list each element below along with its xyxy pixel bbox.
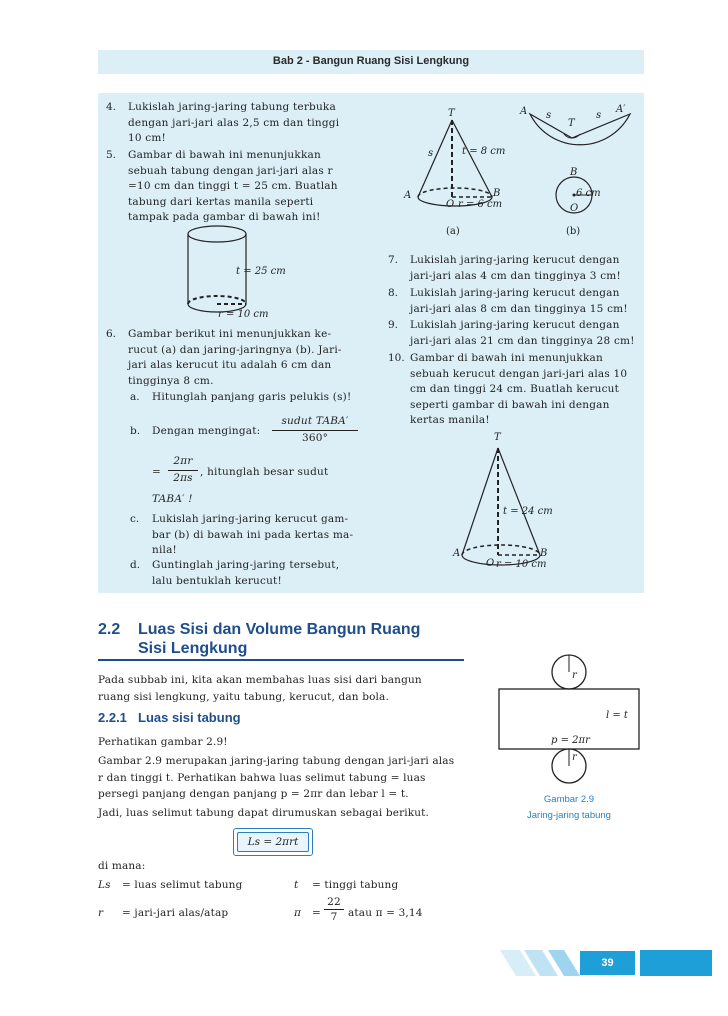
- net-b-A: A: [520, 106, 528, 117]
- q10-cone-O: O: [486, 558, 495, 569]
- cone-a-radius: r = 6 cm: [458, 199, 503, 210]
- q4-number: 4.: [106, 101, 117, 113]
- def-t-text: = tinggi tabung: [312, 879, 399, 891]
- q4-text: Lukislah jaring-jaring tabung terbuka dengan jari-jari alas 2,5 cm dan tinggi 10 cm!: [128, 101, 340, 145]
- q5-number: 5.: [106, 149, 117, 161]
- cone-a-A: A: [404, 190, 412, 201]
- fig29-r-bottom: r: [572, 752, 577, 763]
- q7-number: 7.: [388, 254, 399, 266]
- q6b-equals: =: [152, 466, 161, 478]
- def-ls-symbol: Ls: [98, 879, 111, 891]
- q6a-text: Hitunglah panjang garis pelukis (s)!: [152, 391, 352, 403]
- def-pi-symbol: π: [294, 907, 302, 919]
- para-2: Gambar 2.9 merupakan jaring-jaring tabung dengan jari-jari alas r dan tinggi t. Perhatikan bahwa luas selimut tabung = luas persegi panjang dengan panjang p = 2πr dan lebar l = t.: [98, 755, 455, 800]
- section-title-line2: Sisi Lengkung: [138, 640, 248, 657]
- formula-ls: Ls = 2πrt: [237, 832, 309, 852]
- section-number: 2.2: [98, 621, 121, 638]
- net-b-Aprime: A′: [616, 104, 626, 115]
- cylinder-radius-label: r = 10 cm: [218, 309, 269, 320]
- q6c-text: Lukislah jaring-jaring kerucut gam- bar (b) di bawah ini pada kertas ma- nila!: [152, 513, 354, 557]
- net-b-T: T: [568, 118, 575, 129]
- q9-text: Lukislah jaring-jaring kerucut dengan jari-jari alas 21 cm dan tingginya 28 cm!: [410, 319, 635, 347]
- net-b-s2: s: [596, 110, 602, 121]
- q6b-letter: b.: [130, 425, 141, 437]
- q10-cone-A: A: [453, 548, 461, 559]
- page-number: 39: [580, 951, 635, 975]
- q6a-letter: a.: [130, 391, 140, 403]
- cone-a-height: t = 8 cm: [462, 146, 506, 157]
- q6-number: 6.: [106, 328, 117, 340]
- def-t-symbol: t: [294, 879, 299, 891]
- cone-a-T: T: [448, 108, 455, 119]
- cylinder-height-label: t = 25 cm: [236, 266, 286, 277]
- q6-text: Gambar berikut ini menunjukkan ke- rucut (a) dan jaring-jaringnya (b). Jari- jari alas kerucut itu adalah 6 cm dan tingginya 8 cm.: [128, 328, 342, 387]
- q6b-fraction: sudut TABA′ 360°: [272, 414, 358, 446]
- section-title-line1: Luas Sisi dan Volume Bangun Ruang: [138, 621, 421, 638]
- def-pi-alt: atau π = 3,14: [348, 907, 423, 919]
- fig29-caption-title: Gambar 2.9: [543, 794, 595, 805]
- fig29-r-top: r: [572, 670, 577, 681]
- def-pi-equals: =: [312, 907, 321, 919]
- q6b-tail: TABA′ !: [152, 493, 193, 505]
- cone-a-B: B: [493, 188, 501, 199]
- q10-text: Gambar di bawah ini menunjukkan sebuah kerucut dengan jari-jari alas 10 cm dan tinggi 24 cm. Buatlah kerucut seperti gambar di bawah ini dengan kertas manila!: [410, 352, 628, 427]
- q6d-letter: d.: [130, 559, 141, 571]
- def-pi-fraction: 22 7: [324, 895, 344, 924]
- fig29-caption-text: Jaring-jaring tabung: [527, 810, 611, 821]
- subsection-number: 2.2.1: [98, 710, 127, 725]
- net-b-s1: s: [546, 110, 552, 121]
- cone-a-caption: (a): [446, 226, 460, 237]
- def-r-symbol: r: [98, 907, 104, 919]
- def-ls-text: = luas selimut tabung: [122, 879, 243, 891]
- fig29-p-label: p = 2πr: [551, 735, 590, 746]
- cone-a-s: s: [428, 148, 434, 159]
- def-r-text: = jari-jari alas/atap: [122, 907, 229, 919]
- q6b-fraction2: 2πr 2πs: [168, 454, 198, 486]
- q7-text: Lukislah jaring-jaring kerucut dengan jari-jari alas 4 cm dan tingginya 3 cm!: [410, 254, 621, 282]
- q6c-letter: c.: [130, 513, 140, 525]
- q5-text: Gambar di bawah ini menunjukkan sebuah tabung dengan jari-jari alas r =10 cm dan tinggi t = 25 cm. Buatlah tabung dari kertas manila seperti tampak pada gambar di bawah ini!: [128, 149, 338, 224]
- subsection-title: Luas sisi tabung: [138, 710, 241, 725]
- fig29-l-label: l = t: [606, 710, 628, 721]
- q6d-text: Guntinglah jaring-jaring tersebut, lalu bentuklah kerucut!: [152, 559, 340, 587]
- net-b-caption: (b): [566, 226, 581, 237]
- section-underline: [98, 659, 464, 661]
- net-b-radius: 6 cm: [576, 188, 601, 199]
- where-label: di mana:: [98, 860, 146, 872]
- net-b-O: O: [570, 203, 579, 214]
- q10-cone-height: t = 24 cm: [503, 506, 553, 517]
- q6b-text2: , hitunglah besar sudut: [200, 466, 329, 478]
- chapter-header: Bab 2 - Bangun Ruang Sisi Lengkung: [272, 55, 470, 67]
- net-b-B: B: [570, 167, 578, 178]
- section-intro: Pada subbab ini, kita akan membahas luas sisi dari bangun ruang sisi lengkung, yaitu tabung, kerucut, dan bola.: [98, 674, 422, 703]
- q10-cone-B: B: [540, 548, 548, 559]
- q10-cone-radius: r = 10 cm: [496, 559, 547, 570]
- q8-text: Lukislah jaring-jaring kerucut dengan jari-jari alas 8 cm dan tingginya 15 cm!: [410, 287, 628, 315]
- q10-number: 10.: [388, 352, 405, 364]
- para-3: Jadi, luas selimut tabung dapat dirumuskan sebagai berikut.: [98, 807, 430, 819]
- q9-number: 9.: [388, 319, 399, 331]
- q6b-text: Dengan mengingat:: [152, 425, 261, 437]
- para-1: Perhatikan gambar 2.9!: [98, 736, 228, 748]
- q10-cone-T: T: [494, 432, 501, 443]
- q8-number: 8.: [388, 287, 399, 299]
- cone-net-figure-b: [520, 100, 640, 225]
- cone-a-O: O: [446, 199, 455, 210]
